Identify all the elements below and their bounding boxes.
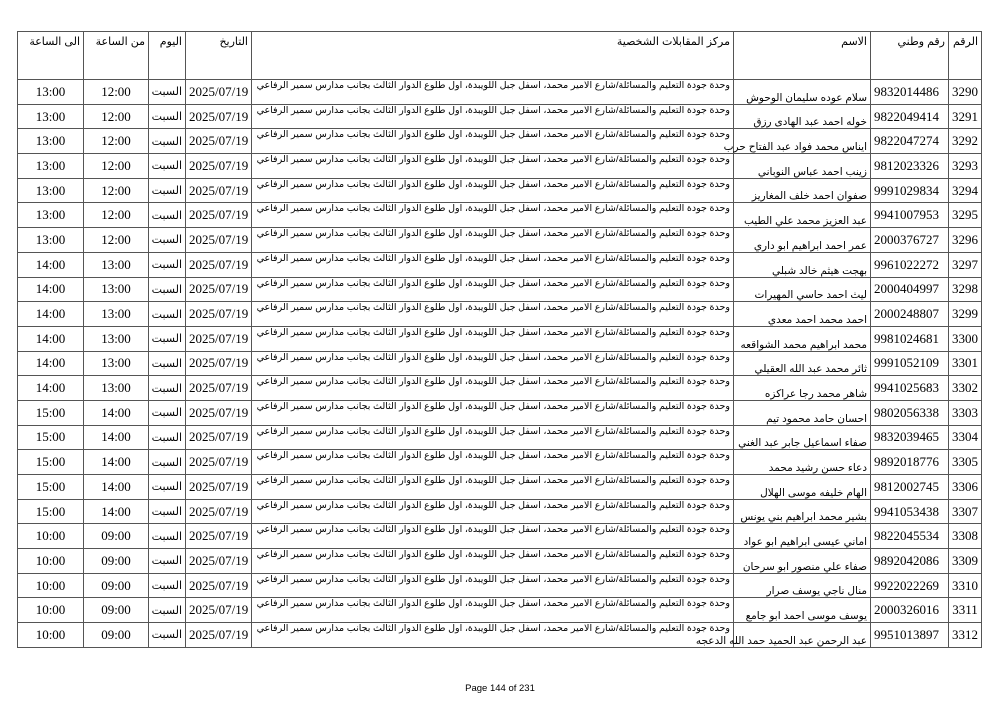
interview-center-cell: وحدة جودة التعليم والمسائلة/شارع الامير محمد، اسفل جبل اللويبدة، اول طلوع الدوار الثالث بجانب مدارس سمير الرفاعي	[252, 598, 734, 623]
interview-center-cell: وحدة جودة التعليم والمسائلة/شارع الامير محمد، اسفل جبل اللويبدة، اول طلوع الدوار الثالث بجانب مدارس سمير الرفاعي	[252, 549, 734, 574]
interview-center-cell: وحدة جودة التعليم والمسائلة/شارع الامير محمد، اسفل جبل اللويبدة، اول طلوع الدوار الثالث بجانب مدارس سمير الرفاعي	[252, 623, 734, 648]
date-cell: 2025/07/19	[186, 351, 252, 376]
interview-center-cell: وحدة جودة التعليم والمسائلة/شارع الامير محمد، اسفل جبل اللويبدة، اول طلوع الدوار الثالث بجانب مدارس سمير الرفاعي	[252, 573, 734, 598]
row-number: 3296	[949, 228, 982, 253]
header-to-time: الى الساعة	[18, 32, 84, 80]
to-time-cell: 10:00	[18, 623, 84, 648]
table-row	[18, 450, 982, 475]
row-number: 3302	[949, 376, 982, 401]
table-row	[18, 598, 982, 623]
day-cell: السبت	[149, 499, 186, 524]
name-cell: ثائر محمد عبد الله العقيلي	[734, 351, 871, 376]
name-cell: سلام عوده سليمان الوحوش	[734, 80, 871, 105]
row-number: 3294	[949, 178, 982, 203]
date-cell: 2025/07/19	[186, 549, 252, 574]
national-id-cell: 9892018776	[871, 450, 949, 475]
national-id-cell: 9832039465	[871, 425, 949, 450]
national-id-cell: 9941025683	[871, 376, 949, 401]
date-cell: 2025/07/19	[186, 178, 252, 203]
date-cell: 2025/07/19	[186, 302, 252, 327]
table-row	[18, 351, 982, 376]
to-time-cell: 13:00	[18, 203, 84, 228]
name-cell: صفاء اسماعيل جابر عبد الغني	[734, 425, 871, 450]
row-number: 3308	[949, 524, 982, 549]
table-row	[18, 326, 982, 351]
interview-center-cell: وحدة جودة التعليم والمسائلة/شارع الامير محمد، اسفل جبل اللويبدة، اول طلوع الدوار الثالث بجانب مدارس سمير الرفاعي	[252, 400, 734, 425]
day-cell: السبت	[149, 573, 186, 598]
interview-center-cell: وحدة جودة التعليم والمسائلة/شارع الامير محمد، اسفل جبل اللويبدة، اول طلوع الدوار الثالث بجانب مدارس سمير الرفاعي	[252, 351, 734, 376]
interview-center-cell: وحدة جودة التعليم والمسائلة/شارع الامير محمد، اسفل جبل اللويبدة، اول طلوع الدوار الثالث بجانب مدارس سمير الرفاعي	[252, 302, 734, 327]
date-cell: 2025/07/19	[186, 623, 252, 648]
day-cell: السبت	[149, 450, 186, 475]
header-from-time: من الساعة	[84, 32, 149, 80]
table-row	[18, 549, 982, 574]
table-row	[18, 203, 982, 228]
header-center: مركز المقابلات الشخصية	[252, 32, 734, 80]
to-time-cell: 10:00	[18, 549, 84, 574]
date-cell: 2025/07/19	[186, 203, 252, 228]
date-cell: 2025/07/19	[186, 80, 252, 105]
row-number: 3292	[949, 129, 982, 154]
row-number: 3295	[949, 203, 982, 228]
from-time-cell: 12:00	[84, 129, 149, 154]
to-time-cell: 14:00	[18, 277, 84, 302]
name-cell: بشير محمد ابراهيم بني يونس	[734, 499, 871, 524]
table-row	[18, 80, 982, 105]
table-body	[18, 80, 982, 648]
to-time-cell: 10:00	[18, 573, 84, 598]
to-time-cell: 14:00	[18, 302, 84, 327]
interview-center-cell: وحدة جودة التعليم والمسائلة/شارع الامير محمد، اسفل جبل اللويبدة، اول طلوع الدوار الثالث بجانب مدارس سمير الرفاعي	[252, 450, 734, 475]
from-time-cell: 14:00	[84, 475, 149, 500]
national-id-cell: 9991029834	[871, 178, 949, 203]
national-id-cell: 9941053438	[871, 499, 949, 524]
name-cell: احمد محمد احمد معدي	[734, 302, 871, 327]
to-time-cell: 13:00	[18, 129, 84, 154]
from-time-cell: 12:00	[84, 203, 149, 228]
name-cell: صفوان احمد خلف المغاريز	[734, 178, 871, 203]
date-cell: 2025/07/19	[186, 499, 252, 524]
from-time-cell: 14:00	[84, 499, 149, 524]
name-cell: منال ناجي يوسف صرار	[734, 573, 871, 598]
from-time-cell: 09:00	[84, 598, 149, 623]
from-time-cell: 09:00	[84, 623, 149, 648]
interview-center-cell: وحدة جودة التعليم والمسائلة/شارع الامير محمد، اسفل جبل اللويبدة، اول طلوع الدوار الثالث بجانب مدارس سمير الرفاعي	[252, 475, 734, 500]
national-id-cell: 9812023326	[871, 154, 949, 179]
table-row	[18, 178, 982, 203]
day-cell: السبت	[149, 326, 186, 351]
from-time-cell: 13:00	[84, 302, 149, 327]
row-number: 3309	[949, 549, 982, 574]
row-number: 3306	[949, 475, 982, 500]
header-num: الرقم	[949, 32, 982, 80]
to-time-cell: 14:00	[18, 376, 84, 401]
interview-center-cell: وحدة جودة التعليم والمسائلة/شارع الامير محمد، اسفل جبل اللويبدة، اول طلوع الدوار الثالث بجانب مدارس سمير الرفاعي	[252, 228, 734, 253]
day-cell: السبت	[149, 277, 186, 302]
interview-center-cell: وحدة جودة التعليم والمسائلة/شارع الامير محمد، اسفل جبل اللويبدة، اول طلوع الدوار الثالث بجانب مدارس سمير الرفاعي	[252, 203, 734, 228]
national-id-cell: 9822047274	[871, 129, 949, 154]
page-number: Page 144 of 231	[465, 683, 535, 694]
interview-center-cell: وحدة جودة التعليم والمسائلة/شارع الامير محمد، اسفل جبل اللويبدة، اول طلوع الدوار الثالث بجانب مدارس سمير الرفاعي	[252, 80, 734, 105]
table-row	[18, 154, 982, 179]
from-time-cell: 12:00	[84, 80, 149, 105]
day-cell: السبت	[149, 425, 186, 450]
table-row	[18, 252, 982, 277]
table-row	[18, 524, 982, 549]
national-id-cell: 9941007953	[871, 203, 949, 228]
national-id-cell: 2000404997	[871, 277, 949, 302]
table-row	[18, 499, 982, 524]
day-cell: السبت	[149, 178, 186, 203]
row-number: 3297	[949, 252, 982, 277]
table-row	[18, 228, 982, 253]
day-cell: السبت	[149, 376, 186, 401]
name-cell: دعاء حسن رشيد محمد	[734, 450, 871, 475]
interview-center-cell: وحدة جودة التعليم والمسائلة/شارع الامير محمد، اسفل جبل اللويبدة، اول طلوع الدوار الثالث بجانب مدارس سمير الرفاعي	[252, 524, 734, 549]
row-number: 3300	[949, 326, 982, 351]
table-row	[18, 623, 982, 648]
interview-center-cell: وحدة جودة التعليم والمسائلة/شارع الامير محمد، اسفل جبل اللويبدة، اول طلوع الدوار الثالث بجانب مدارس سمير الرفاعي	[252, 376, 734, 401]
national-id-cell: 9822049414	[871, 104, 949, 129]
header-name: الاسم	[734, 32, 871, 80]
from-time-cell: 12:00	[84, 228, 149, 253]
name-cell: عبد العزيز محمد علي الطيب	[734, 203, 871, 228]
date-cell: 2025/07/19	[186, 326, 252, 351]
row-number: 3304	[949, 425, 982, 450]
to-time-cell: 13:00	[18, 154, 84, 179]
date-cell: 2025/07/19	[186, 129, 252, 154]
row-number: 3307	[949, 499, 982, 524]
date-cell: 2025/07/19	[186, 252, 252, 277]
day-cell: السبت	[149, 154, 186, 179]
day-cell: السبت	[149, 400, 186, 425]
to-time-cell: 15:00	[18, 400, 84, 425]
date-cell: 2025/07/19	[186, 400, 252, 425]
name-cell: ليث احمد حاسي المهيرات	[734, 277, 871, 302]
from-time-cell: 09:00	[84, 549, 149, 574]
table-row	[18, 129, 982, 154]
interview-center-cell: وحدة جودة التعليم والمسائلة/شارع الامير محمد، اسفل جبل اللويبدة، اول طلوع الدوار الثالث بجانب مدارس سمير الرفاعي	[252, 326, 734, 351]
header-national-id: رقم وطني	[871, 32, 949, 80]
from-time-cell: 09:00	[84, 524, 149, 549]
date-cell: 2025/07/19	[186, 524, 252, 549]
national-id-cell: 9892042086	[871, 549, 949, 574]
day-cell: السبت	[149, 80, 186, 105]
to-time-cell: 13:00	[18, 178, 84, 203]
date-cell: 2025/07/19	[186, 228, 252, 253]
day-cell: السبت	[149, 549, 186, 574]
interview-center-cell: وحدة جودة التعليم والمسائلة/شارع الامير محمد، اسفل جبل اللويبدة، اول طلوع الدوار الثالث بجانب مدارس سمير الرفاعي	[252, 425, 734, 450]
row-number: 3305	[949, 450, 982, 475]
name-cell: زينب احمد عباس النوباني	[734, 154, 871, 179]
from-time-cell: 14:00	[84, 425, 149, 450]
from-time-cell: 13:00	[84, 326, 149, 351]
header-date: التاريخ	[186, 32, 252, 80]
name-cell: صفاء علي منصور ابو سرحان	[734, 549, 871, 574]
to-time-cell: 14:00	[18, 252, 84, 277]
to-time-cell: 13:00	[18, 80, 84, 105]
table-row	[18, 376, 982, 401]
day-cell: السبت	[149, 475, 186, 500]
to-time-cell: 14:00	[18, 351, 84, 376]
name-cell: يوسف موسى احمد ابو جامع	[734, 598, 871, 623]
table-row	[18, 302, 982, 327]
national-id-cell: 9981024681	[871, 326, 949, 351]
row-number: 3312	[949, 623, 982, 648]
interview-center-cell: وحدة جودة التعليم والمسائلة/شارع الامير محمد، اسفل جبل اللويبدة، اول طلوع الدوار الثالث بجانب مدارس سمير الرفاعي	[252, 499, 734, 524]
from-time-cell: 09:00	[84, 573, 149, 598]
date-cell: 2025/07/19	[186, 104, 252, 129]
national-id-cell: 9832014486	[871, 80, 949, 105]
to-time-cell: 13:00	[18, 228, 84, 253]
to-time-cell: 13:00	[18, 104, 84, 129]
row-number: 3311	[949, 598, 982, 623]
from-time-cell: 13:00	[84, 277, 149, 302]
national-id-cell: 2000248807	[871, 302, 949, 327]
table-row	[18, 573, 982, 598]
header-day: اليوم	[149, 32, 186, 80]
name-cell: خوله احمد عبد الهادى رزق	[734, 104, 871, 129]
national-id-cell: 9812002745	[871, 475, 949, 500]
date-cell: 2025/07/19	[186, 376, 252, 401]
name-cell: ايناس محمد فواد عبد الفتاح حرب	[734, 129, 871, 154]
day-cell: السبت	[149, 598, 186, 623]
to-time-cell: 15:00	[18, 450, 84, 475]
national-id-cell: 2000376727	[871, 228, 949, 253]
from-time-cell: 12:00	[84, 104, 149, 129]
to-time-cell: 15:00	[18, 499, 84, 524]
date-cell: 2025/07/19	[186, 450, 252, 475]
header-row	[18, 32, 982, 80]
date-cell: 2025/07/19	[186, 154, 252, 179]
interview-center-cell: وحدة جودة التعليم والمسائلة/شارع الامير محمد، اسفل جبل اللويبدة، اول طلوع الدوار الثالث بجانب مدارس سمير الرفاعي	[252, 129, 734, 154]
row-number: 3299	[949, 302, 982, 327]
date-cell: 2025/07/19	[186, 598, 252, 623]
to-time-cell: 10:00	[18, 598, 84, 623]
row-number: 3293	[949, 154, 982, 179]
table-row	[18, 104, 982, 129]
table-row	[18, 277, 982, 302]
interview-center-cell: وحدة جودة التعليم والمسائلة/شارع الامير محمد، اسفل جبل اللويبدة، اول طلوع الدوار الثالث بجانب مدارس سمير الرفاعي	[252, 104, 734, 129]
row-number: 3291	[949, 104, 982, 129]
day-cell: السبت	[149, 252, 186, 277]
name-cell: الهام خليفه موسى الهلال	[734, 475, 871, 500]
day-cell: السبت	[149, 623, 186, 648]
national-id-cell: 9951013897	[871, 623, 949, 648]
day-cell: السبت	[149, 203, 186, 228]
from-time-cell: 13:00	[84, 376, 149, 401]
national-id-cell: 2000326016	[871, 598, 949, 623]
interview-center-cell: وحدة جودة التعليم والمسائلة/شارع الامير محمد، اسفل جبل اللويبدة، اول طلوع الدوار الثالث بجانب مدارس سمير الرفاعي	[252, 178, 734, 203]
interview-schedule-table	[17, 31, 982, 648]
to-time-cell: 10:00	[18, 524, 84, 549]
from-time-cell: 13:00	[84, 351, 149, 376]
day-cell: السبت	[149, 228, 186, 253]
day-cell: السبت	[149, 524, 186, 549]
from-time-cell: 12:00	[84, 178, 149, 203]
interview-center-cell: وحدة جودة التعليم والمسائلة/شارع الامير محمد، اسفل جبل اللويبدة، اول طلوع الدوار الثالث بجانب مدارس سمير الرفاعي	[252, 252, 734, 277]
from-time-cell: 13:00	[84, 252, 149, 277]
date-cell: 2025/07/19	[186, 475, 252, 500]
date-cell: 2025/07/19	[186, 573, 252, 598]
date-cell: 2025/07/19	[186, 277, 252, 302]
row-number: 3290	[949, 80, 982, 105]
day-cell: السبت	[149, 302, 186, 327]
national-id-cell: 9922022269	[871, 573, 949, 598]
day-cell: السبت	[149, 351, 186, 376]
day-cell: السبت	[149, 129, 186, 154]
table-row	[18, 400, 982, 425]
name-cell: عمر احمد ابراهيم ابو داري	[734, 228, 871, 253]
name-cell: محمد ابراهيم محمد الشواقعه	[734, 326, 871, 351]
row-number: 3301	[949, 351, 982, 376]
day-cell: السبت	[149, 104, 186, 129]
from-time-cell: 12:00	[84, 154, 149, 179]
national-id-cell: 9961022272	[871, 252, 949, 277]
row-number: 3303	[949, 400, 982, 425]
name-cell: شاهر محمد رجا عراكزه	[734, 376, 871, 401]
table-row	[18, 475, 982, 500]
to-time-cell: 15:00	[18, 425, 84, 450]
name-cell: عبد الرحمن عبد الحميد حمد الله الدعجه	[734, 623, 871, 648]
national-id-cell: 9991052109	[871, 351, 949, 376]
name-cell: احسان حامد محمود تيم	[734, 400, 871, 425]
name-cell: بهجت هيثم خالد شبلي	[734, 252, 871, 277]
from-time-cell: 14:00	[84, 450, 149, 475]
row-number: 3310	[949, 573, 982, 598]
to-time-cell: 15:00	[18, 475, 84, 500]
national-id-cell: 9822045534	[871, 524, 949, 549]
date-cell: 2025/07/19	[186, 425, 252, 450]
from-time-cell: 14:00	[84, 400, 149, 425]
table-row	[18, 425, 982, 450]
national-id-cell: 9802056338	[871, 400, 949, 425]
interview-center-cell: وحدة جودة التعليم والمسائلة/شارع الامير محمد، اسفل جبل اللويبدة، اول طلوع الدوار الثالث بجانب مدارس سمير الرفاعي	[252, 277, 734, 302]
row-number: 3298	[949, 277, 982, 302]
to-time-cell: 14:00	[18, 326, 84, 351]
interview-center-cell: وحدة جودة التعليم والمسائلة/شارع الامير محمد، اسفل جبل اللويبدة، اول طلوع الدوار الثالث بجانب مدارس سمير الرفاعي	[252, 154, 734, 179]
name-cell: اماني عيسى ابراهيم ابو عواد	[734, 524, 871, 549]
